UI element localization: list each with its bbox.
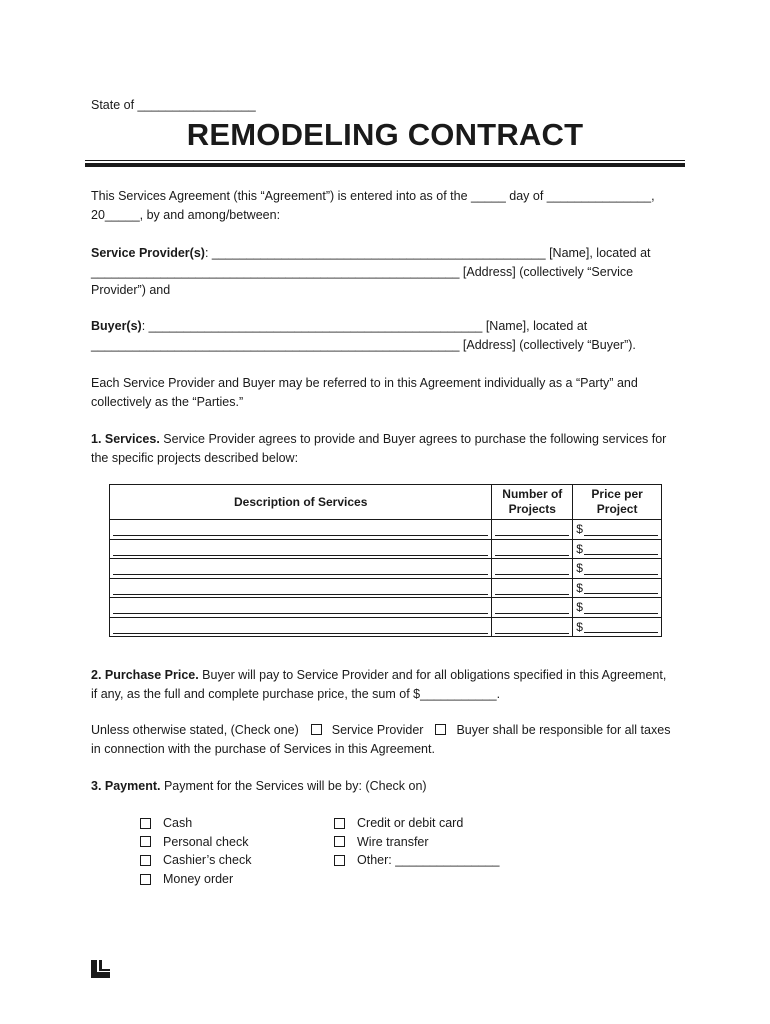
- description-blank-line: [113, 522, 488, 536]
- payment-option[interactable]: [140, 870, 251, 889]
- payment-option-label: Wire transfer: [357, 834, 429, 849]
- buyer-line-1: : ________________________________________________ [Name], located at: [141, 319, 588, 333]
- purchase-price-line-2: if any, as the full and complete purchase price, the sum of $___________.: [91, 686, 501, 701]
- column-header-price-line-1: Price per: [591, 487, 643, 501]
- currency-symbol: $: [576, 600, 583, 615]
- intro-paragraph: [91, 187, 681, 224]
- taxes-checkbox-buyer[interactable]: [435, 724, 446, 735]
- description-cell[interactable]: [110, 520, 492, 540]
- column-header-number: [492, 485, 573, 520]
- taxes-checkbox-service-provider[interactable]: [311, 724, 322, 735]
- payment-option-label: Money order: [163, 871, 234, 886]
- price-blank-line: [584, 523, 658, 536]
- payment-option-label: Other: _______________: [357, 853, 500, 868]
- number-blank-line: [495, 561, 569, 575]
- description-blank-line: [113, 542, 488, 556]
- payment-option[interactable]: [140, 833, 251, 852]
- price-cell[interactable]: [573, 520, 662, 540]
- intro-line-1: This Services Agreement (this “Agreement”) is entered into as of the _____ day of _______________,: [91, 189, 655, 203]
- services-line-2: the specific projects described below:: [91, 450, 299, 465]
- buyer-label: Buyer(s): [91, 319, 142, 333]
- number-blank-line: [495, 581, 569, 595]
- checkbox-icon[interactable]: [140, 818, 151, 829]
- purchase-price-line-1: Buyer will pay to Service Provider and for all obligations specified in this Agreement,: [198, 668, 667, 682]
- price-cell[interactable]: [573, 559, 662, 579]
- table-row: [110, 598, 662, 618]
- currency-symbol: $: [576, 619, 583, 634]
- purchase-price-paragraph: [91, 666, 681, 703]
- description-cell[interactable]: [110, 559, 492, 579]
- number-cell[interactable]: [492, 617, 573, 637]
- payment-option[interactable]: [140, 814, 251, 833]
- service-provider-paragraph: [91, 244, 681, 300]
- checkbox-icon[interactable]: [334, 818, 345, 829]
- payment-option-label: Personal check: [163, 834, 249, 849]
- description-blank-line: [113, 600, 488, 614]
- column-header-price: [573, 485, 662, 520]
- price-blank-line: [584, 542, 658, 555]
- payment-option-label: Cash: [163, 816, 193, 830]
- number-blank-line: [495, 542, 569, 556]
- taxes-prefix: Unless otherwise stated, (Check one): [91, 723, 299, 737]
- currency-symbol: $: [576, 561, 583, 576]
- description-cell[interactable]: [110, 539, 492, 559]
- payment-options-right: [334, 814, 500, 870]
- service-provider-line-3: Provider”) and: [91, 283, 171, 298]
- purchase-price-heading: 2. Purchase Price.: [91, 668, 199, 682]
- payment-option[interactable]: [140, 851, 251, 870]
- buyer-line-2: _____________________________________________________ [Address] (collectively “Buyer”).: [91, 337, 636, 352]
- checkbox-icon[interactable]: [334, 855, 345, 866]
- table-row: [110, 559, 662, 579]
- payment-option[interactable]: [334, 851, 500, 870]
- description-blank-line: [113, 581, 488, 595]
- column-header-number-line-1: Number of: [502, 487, 563, 501]
- price-blank-line: [584, 620, 658, 633]
- table-row: [110, 617, 662, 637]
- price-cell[interactable]: [573, 578, 662, 598]
- payment-line: Payment for the Services will be by: (Check on): [160, 779, 427, 793]
- payment-option-label: Cashier’s check: [163, 853, 252, 868]
- description-cell[interactable]: [110, 617, 492, 637]
- payment-options-left: [140, 814, 251, 888]
- column-header-price-line-2: Project: [596, 502, 638, 516]
- table-row: [110, 539, 662, 559]
- buyer-paragraph: [91, 317, 681, 354]
- services-line-1: Service Provider agrees to provide and Buyer agrees to purchase the following services for: [159, 432, 667, 446]
- state-line: State of _________________: [91, 98, 256, 112]
- column-header-number-line-2: Projects: [508, 502, 556, 516]
- price-cell[interactable]: [573, 617, 662, 637]
- checkbox-icon[interactable]: [140, 874, 151, 885]
- services-table: [109, 484, 662, 637]
- price-blank-line: [584, 581, 658, 594]
- service-provider-label: Service Provider(s): [91, 246, 205, 260]
- payment-paragraph: [91, 777, 681, 796]
- price-blank-line: [584, 562, 658, 575]
- table-row: [110, 578, 662, 598]
- payment-option-label: Credit or debit card: [357, 816, 464, 830]
- description-cell[interactable]: [110, 598, 492, 618]
- number-blank-line: [495, 620, 569, 634]
- services-paragraph: [91, 430, 681, 467]
- payment-heading: 3. Payment.: [91, 779, 161, 793]
- number-blank-line: [495, 522, 569, 536]
- table-row: [110, 520, 662, 540]
- taxes-line-2: in connection with the purchase of Services in this Agreement.: [91, 741, 435, 756]
- checkbox-icon[interactable]: [140, 836, 151, 847]
- table-header-row: [110, 485, 662, 520]
- brand-logo-icon: [91, 960, 110, 978]
- service-provider-line-1: : ________________________________________________ [Name], located at: [204, 246, 651, 260]
- parties-paragraph: [91, 374, 681, 411]
- description-blank-line: [113, 561, 488, 575]
- currency-symbol: $: [576, 541, 583, 556]
- taxes-option-service-provider: Service Provider: [331, 723, 424, 737]
- number-cell[interactable]: [492, 578, 573, 598]
- currency-symbol: $: [576, 580, 583, 595]
- checkbox-icon[interactable]: [334, 836, 345, 847]
- service-provider-line-2: _____________________________________________________ [Address] (collectively “Service: [91, 264, 634, 279]
- page-title: REMODELING CONTRACT: [186, 117, 584, 152]
- number-blank-line: [495, 600, 569, 614]
- title-rule-thick: [85, 163, 685, 167]
- parties-line-1: Each Service Provider and Buyer may be referred to in this Agreement individually as a “Party” and: [91, 376, 638, 390]
- column-header-description: Description of Services: [110, 485, 492, 520]
- payment-option[interactable]: [334, 833, 500, 852]
- price-cell[interactable]: [573, 539, 662, 559]
- intro-line-2: 20_____, by and among/between:: [91, 207, 281, 222]
- number-cell[interactable]: [492, 520, 573, 540]
- description-blank-line: [113, 620, 488, 634]
- price-cell[interactable]: [573, 598, 662, 618]
- services-heading: 1. Services.: [91, 432, 160, 446]
- currency-symbol: $: [576, 522, 583, 537]
- taxes-option-buyer: Buyer shall be responsible for all taxes: [456, 723, 671, 737]
- parties-line-2: collectively as the “Parties.”: [91, 394, 244, 409]
- title-rule-thin: [85, 160, 685, 161]
- number-cell[interactable]: [492, 598, 573, 618]
- payment-option[interactable]: [334, 814, 500, 833]
- number-cell[interactable]: [492, 539, 573, 559]
- checkbox-icon[interactable]: [140, 855, 151, 866]
- number-cell[interactable]: [492, 559, 573, 579]
- price-blank-line: [584, 601, 658, 614]
- taxes-paragraph: [91, 721, 681, 758]
- description-cell[interactable]: [110, 578, 492, 598]
